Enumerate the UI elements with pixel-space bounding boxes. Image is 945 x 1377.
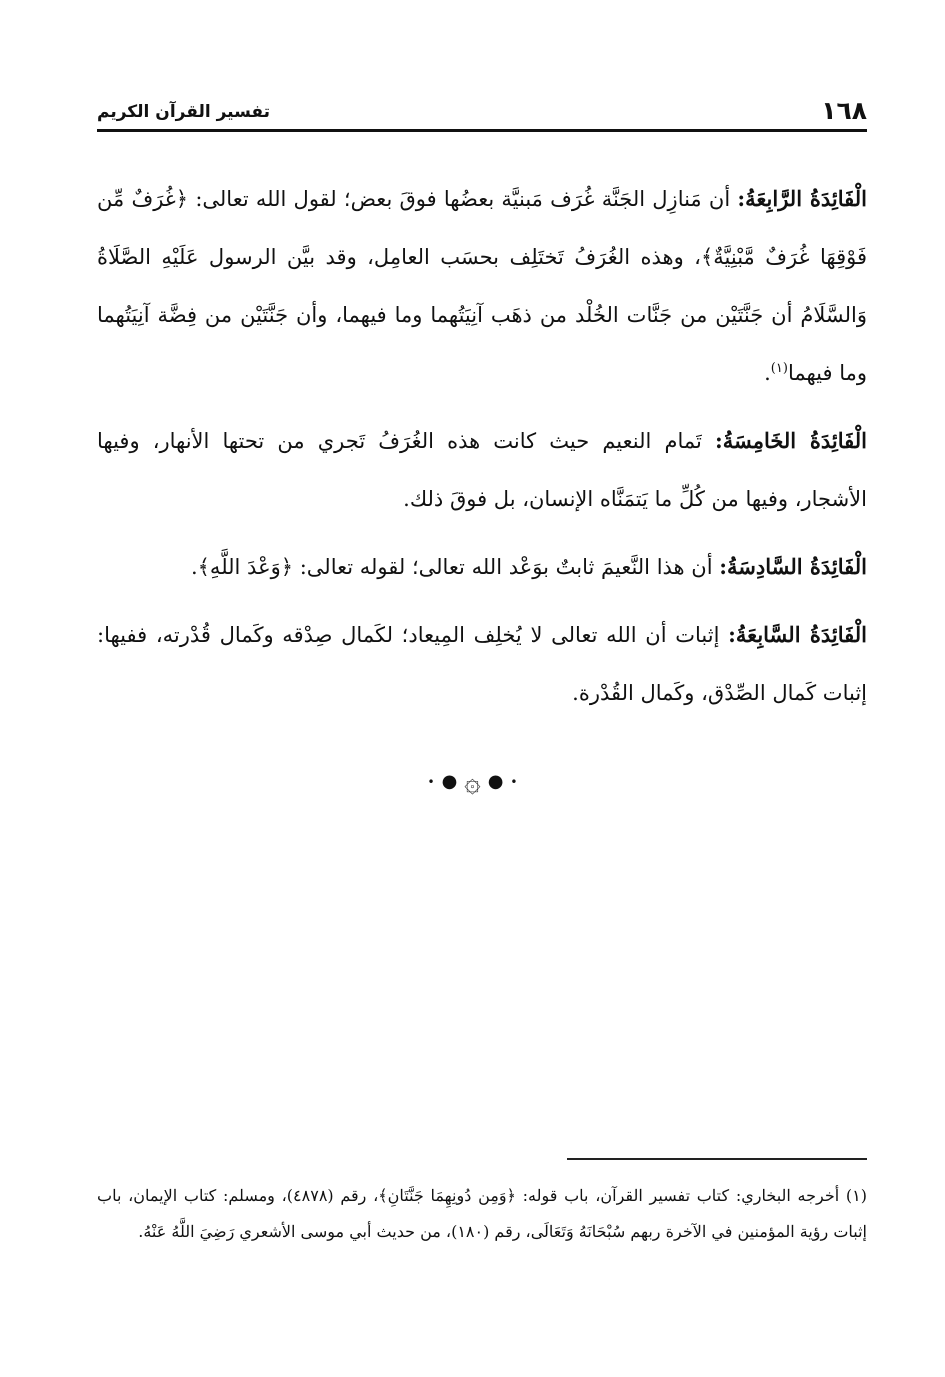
paragraph-tail: . bbox=[764, 361, 771, 385]
paragraph-benefit-5 bbox=[97, 412, 867, 528]
footnote-reference[interactable]: (١) bbox=[770, 361, 788, 376]
ornament-dot: • bbox=[427, 775, 435, 789]
ornament-dot: • bbox=[510, 775, 518, 789]
benefit-heading: الْفَائِدَةُ السَّابِعَةُ: bbox=[728, 622, 867, 647]
page-number: ١٦٨ bbox=[821, 96, 867, 125]
benefit-heading: الْفَائِدَةُ السَّادِسَةُ: bbox=[719, 554, 867, 579]
body-text bbox=[97, 170, 867, 732]
benefit-heading: الْفَائِدَةُ الرَّابِعَةُ: bbox=[737, 186, 868, 211]
page-header bbox=[97, 96, 867, 128]
header-rule bbox=[97, 129, 867, 132]
ornament-big-dot: ● bbox=[441, 771, 458, 792]
ornament-flower-icon: ۞ bbox=[464, 765, 481, 798]
paragraph-benefit-6 bbox=[97, 538, 867, 596]
paragraph-text: تَمام النعيم حيث كانت هذه الغُرَفُ تَجري من تحتها الأنهار، وفيها الأشجار، وفيها من كُلِّ ما يَتمَنَّاه الإنسان، بل فوقَ ذلك. bbox=[97, 429, 867, 511]
paragraph-text: إثبات أن الله تعالى لا يُخلِف المِيعاد؛ لكَمال صِدْقه وكَمال قُدْرته، ففيها: إثبات كَمال الصِّدْق، وكَمال القُدْرة. bbox=[97, 623, 867, 705]
ornament-big-dot: ● bbox=[487, 771, 504, 792]
footnote-separator bbox=[567, 1158, 867, 1160]
paragraph-text: أن هذا النَّعيمَ ثابتٌ بوَعْد الله تعالى؛ لقوله تعالى: ﴿وَعْدَ اللَّهِ﴾. bbox=[190, 555, 720, 579]
section-divider-ornament bbox=[0, 766, 945, 798]
running-title: تفسير القرآن الكريم bbox=[97, 102, 271, 122]
footnotes bbox=[97, 1178, 867, 1250]
benefit-heading: الْفَائِدَةُ الخَامِسَةُ: bbox=[714, 428, 868, 453]
paragraph-benefit-4 bbox=[97, 170, 867, 402]
paragraph-benefit-7 bbox=[97, 606, 867, 722]
paragraph-text: أن مَنازِل الجَنَّة غُرَف مَبنيَّة بعضُها فوقَ بعض؛ لقول الله تعالى: ﴿غُرَفٌ مِّن فَوْقِهَا غُرَفٌ مَّبْنِيَّةٌ﴾، وهذه الغُرَفُ تَختَلِف بحسَب العامِل، وقد بيَّن الرسول عَلَيْهِ الصَّلَاةُ وَالسَّلَامُ أن جَنَّتَيْن من جَنَّات الخُلْد من ذهَب آنِيَتُهما وما فيهما، وأن جَنَّتَيْن من فِضَّة آنِيَتُهما وما فيهما bbox=[97, 187, 867, 385]
footnote-1: (١) أخرجه البخاري: كتاب تفسير القرآن، باب قوله: ﴿وَمِن دُونِهِمَا جَنَّتَانِ﴾، رقم (٤٨٧٨)، ومسلم: كتاب الإيمان، باب إثبات رؤية المؤمنين في الآخرة ربهم سُبْحَانَهُ وَتَعَالَى، رقم (١٨٠)، من حديث أبي موسى الأشعري رَضِيَ اللَّهُ عَنْهُ. bbox=[97, 1186, 867, 1241]
